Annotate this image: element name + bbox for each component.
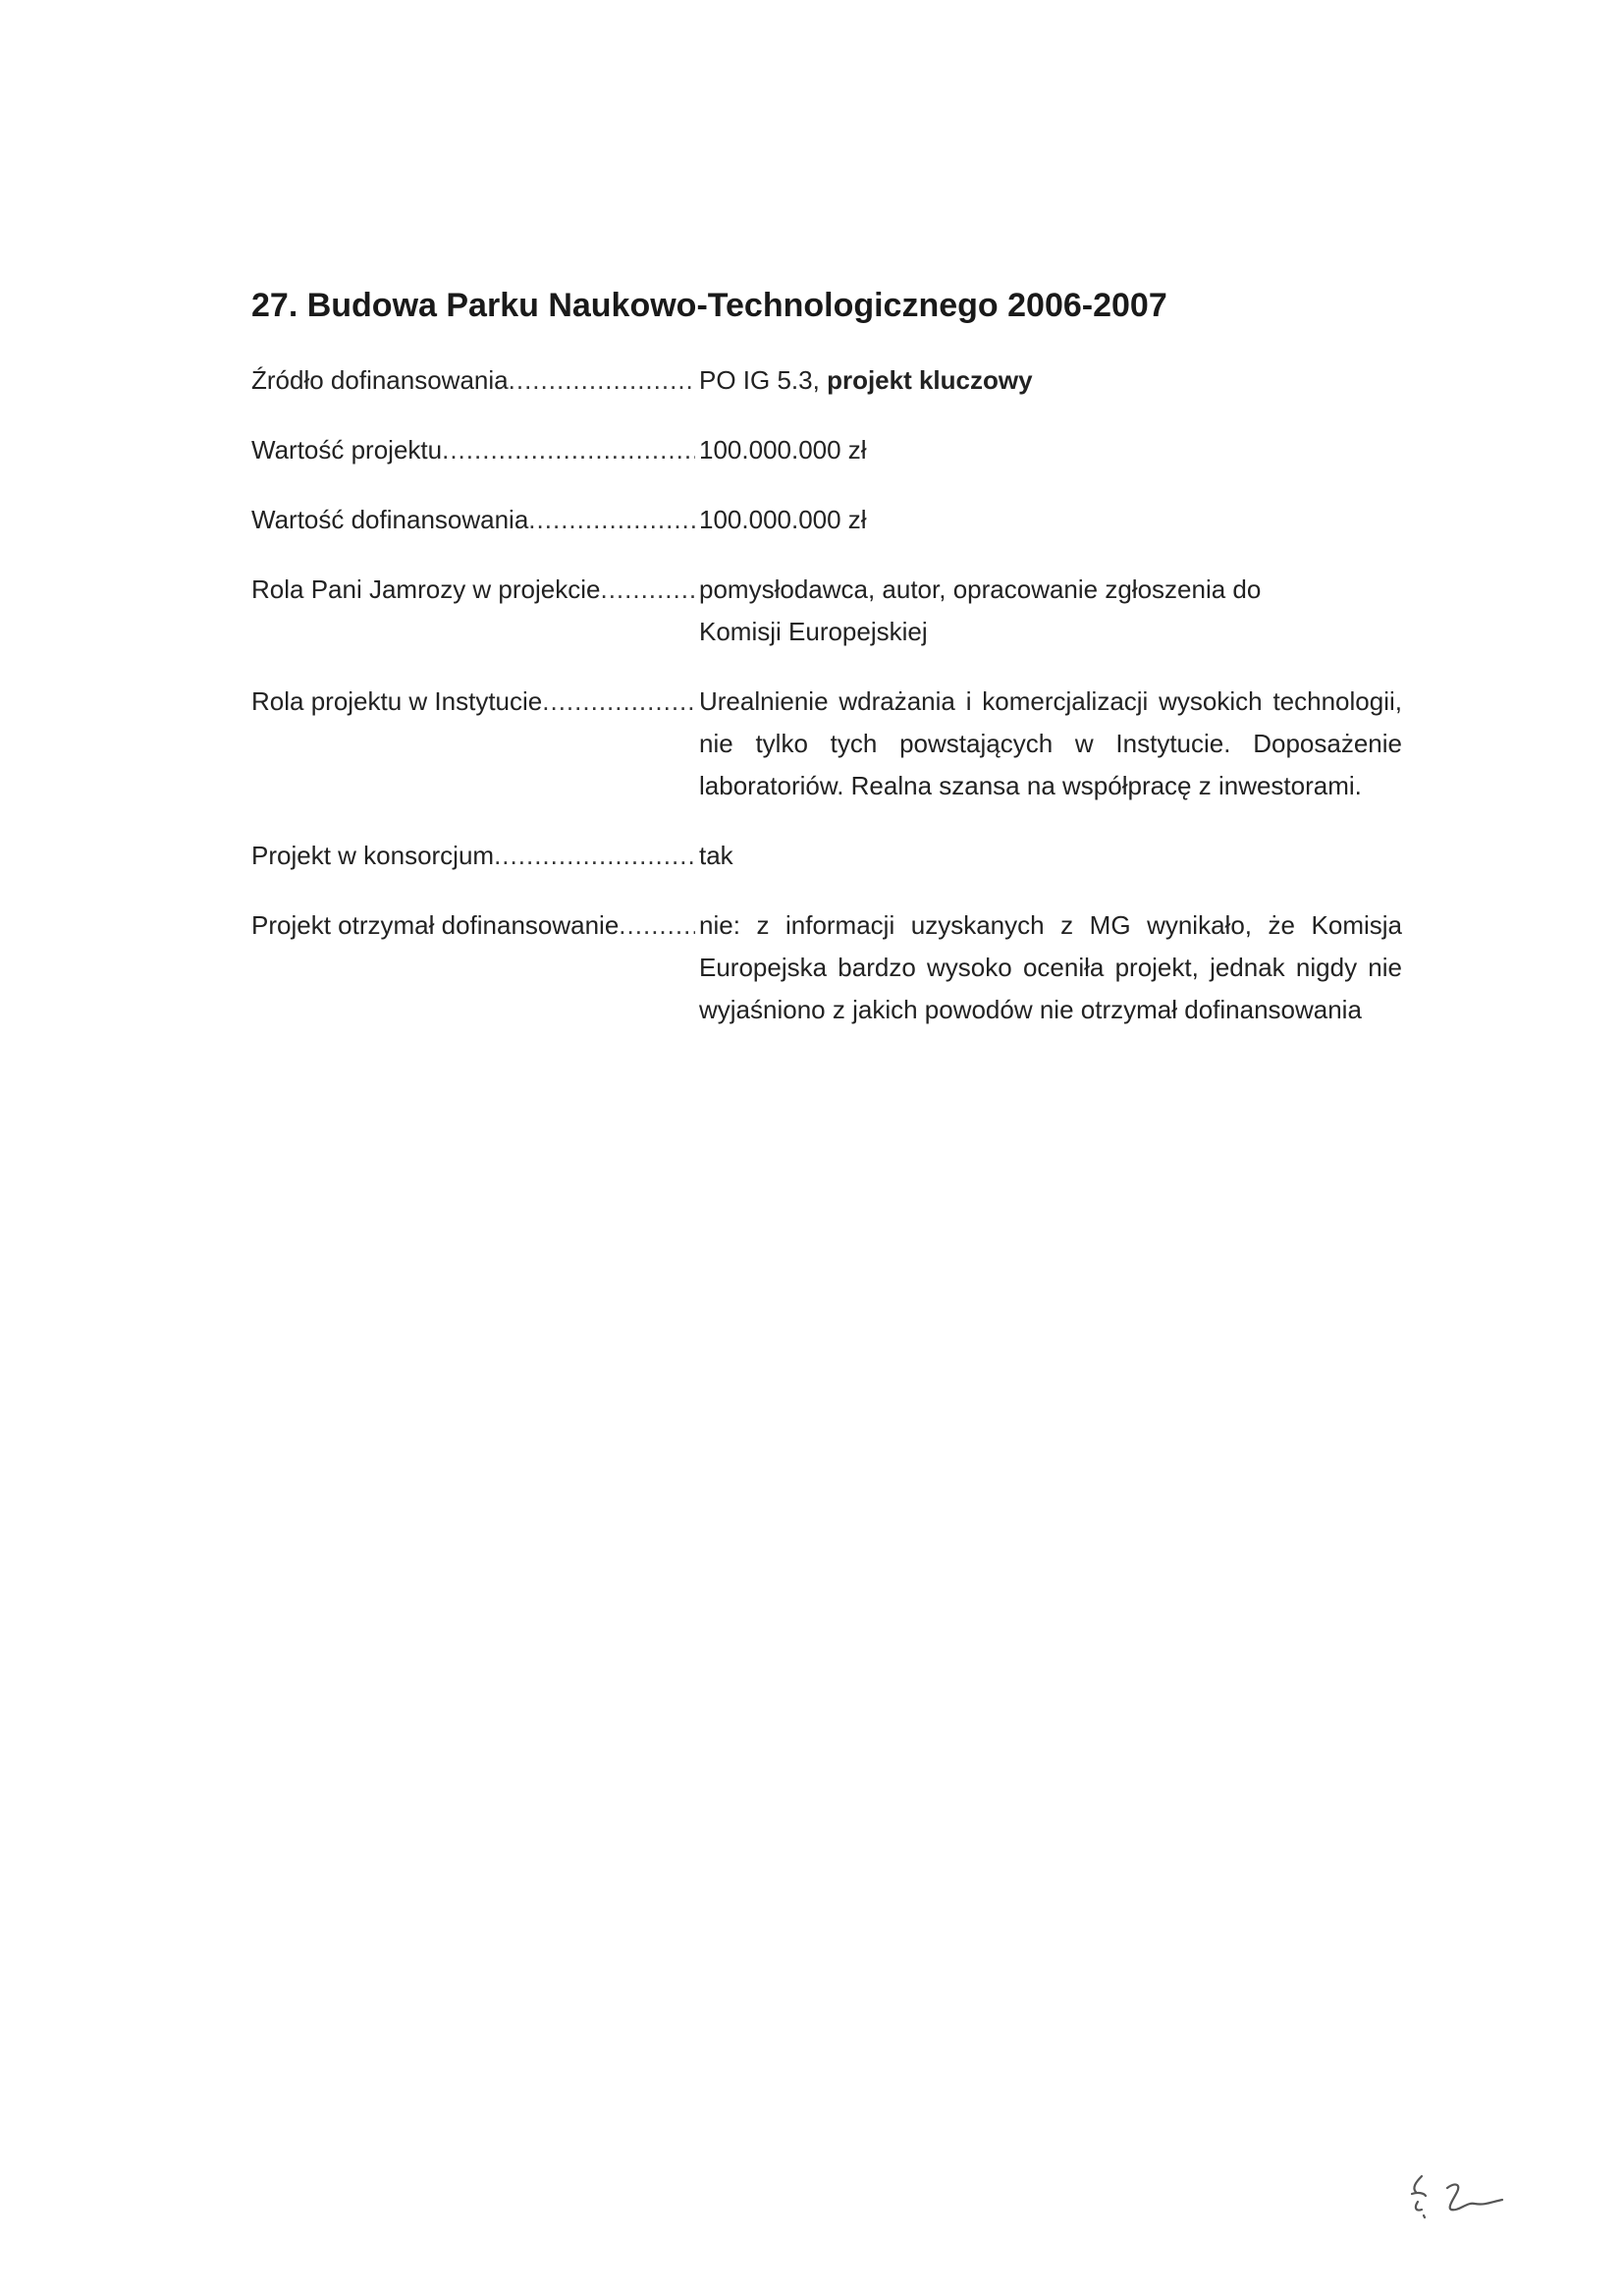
project-details (251, 359, 1402, 1031)
row-value: 100.000.000 zł (699, 505, 867, 534)
signature-stroke (1447, 2185, 1502, 2211)
dot-leader (494, 835, 695, 877)
row-label-cell (251, 681, 699, 723)
row-value: tak (699, 841, 733, 870)
row-value: Urealnienie wdrażania i komercjalizacji wysokich technologii, nie tylko tych powstających w Instytucie. Doposażenie laboratoriów. Realna szansa na współpracę z inwestorami. (699, 686, 1402, 800)
dot-leader (442, 429, 695, 471)
row-role-in-project (251, 569, 1402, 653)
dot-leader (619, 904, 695, 947)
row-label: Projekt w konsorcjum (251, 841, 495, 870)
row-label-cell (251, 429, 699, 471)
handwritten-initials-icon (1404, 2159, 1522, 2227)
row-value: nie: z informacji uzyskanych z MG wynikało, że Komisja Europejska bardzo wysoko oceniła projekt, jednak nigdy nie wyjaśniono z jakich powodów nie otrzymał dofinansowania (699, 910, 1402, 1024)
row-label: Rola Pani Jamrozy w projekcie (251, 574, 601, 604)
row-project-value (251, 429, 1402, 471)
row-label: Wartość dofinansowania (251, 505, 529, 534)
row-label: Projekt otrzymał dofinansowanie (251, 910, 620, 940)
row-label-cell (251, 904, 699, 947)
row-value (699, 359, 1402, 402)
row-funding-value (251, 499, 1402, 541)
row-value-text: PO IG 5.3, (699, 365, 828, 395)
row-funding-received (251, 904, 1402, 1031)
section-title: 27. Budowa Parku Naukowo-Technologicznego 2006-2007 (251, 287, 1167, 324)
dot-leader (542, 681, 695, 723)
dot-leader (509, 359, 695, 402)
row-label-cell (251, 499, 699, 541)
row-label: Źródło dofinansowania (251, 365, 509, 395)
row-value-bold: projekt kluczowy (827, 365, 1033, 395)
row-consortium (251, 835, 1402, 877)
row-value: pomysłodawca, autor, opracowanie zgłoszenia do Komisji Europejskiej (699, 574, 1262, 646)
row-value: 100.000.000 zł (699, 435, 867, 465)
row-label-cell (251, 359, 699, 402)
row-label-cell (251, 569, 699, 611)
row-role-in-institute (251, 681, 1402, 807)
row-label: Rola projektu w Instytucie (251, 686, 543, 716)
dot-leader (528, 499, 695, 541)
dot-leader (600, 569, 695, 611)
signature-stroke (1412, 2176, 1426, 2217)
row-funding-source (251, 359, 1402, 402)
row-label-cell (251, 835, 699, 877)
row-label: Wartość projektu (251, 435, 443, 465)
